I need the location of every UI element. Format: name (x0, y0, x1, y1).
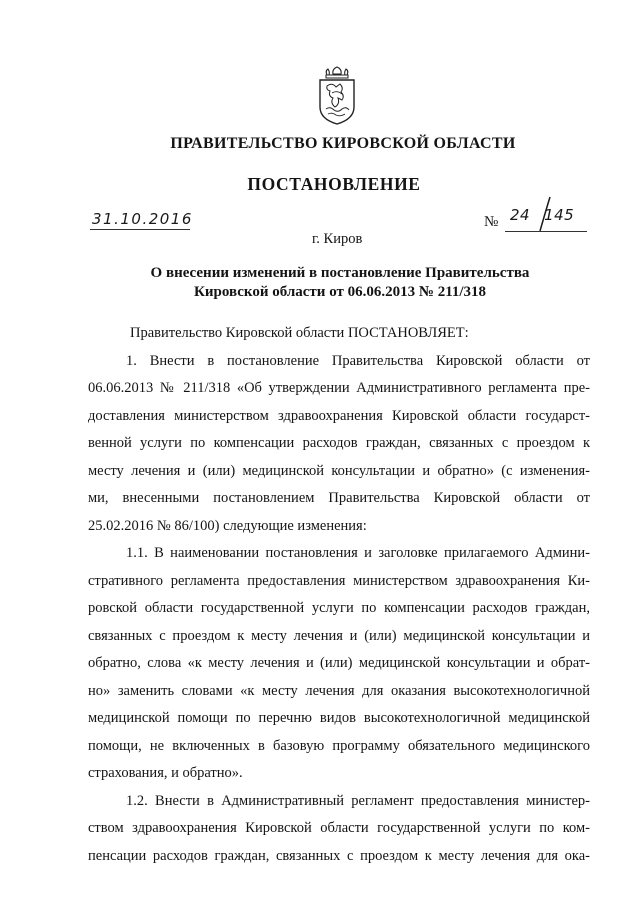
body-line: медицинской помощи по перечню видов высокотехнологичной медицинской (88, 710, 590, 726)
body-line: ством здравоохранения Кировской области государственной услуги по ком- (88, 820, 590, 836)
number-underline (505, 231, 587, 232)
body-line: связанных с проездом к месту лечения и (или) медицинской консультации и (88, 627, 590, 644)
body-line: стративного регламента предоставления министерством здравоохранения Ки- (88, 572, 590, 589)
body-line: ми, внесенными постановлением Правительства Кировской области от (88, 490, 590, 506)
body-line: помощи, не включенных в базовую программу обязательного медицинского (88, 737, 590, 754)
body-line: венной услуги по компенсации расходов граждан, связанных с проездом к (88, 435, 590, 451)
document-type: ПОСТАНОВЛЕНИЕ (247, 174, 421, 194)
body-line: 06.06.2013 № 211/318 «Об утверждении Административного регламента пре- (88, 380, 590, 396)
organization-title: ПРАВИТЕЛЬСТВО КИРОВСКОЙ ОБЛАСТИ (170, 135, 516, 152)
body-line: но» заменить словами «к месту лечения для оказания высокотехнологичной (88, 682, 590, 699)
body-line: доставления министерством здравоохранения Кировской области государст- (88, 407, 590, 424)
city-name: г. Киров (312, 231, 363, 247)
document-subject (120, 264, 560, 302)
document-date: 31.10.2016 (92, 210, 193, 228)
document-number-part2: 145 (544, 206, 575, 224)
number-label: № (484, 214, 499, 230)
body-line: ровской области государственной услуги по компенсации расходов граждан, (88, 600, 590, 616)
subject-line-1: О внесении изменений в постановление Правительства (150, 265, 530, 281)
date-underline (90, 229, 190, 230)
body-line: Правительство Кировской области ПОСТАНОВЛЯЕТ: (130, 325, 469, 341)
body-line: 1.2. Внести в Административный регламент предоставления министер- (126, 792, 590, 809)
body-line: 1.1. В наименовании постановления и заголовке прилагаемого Админи- (126, 545, 590, 561)
body-line: пенсации расходов граждан, связанных с проездом к месту лечения для ока- (88, 847, 590, 864)
body-line: 25.02.2016 № 86/100) следующие изменения: (88, 517, 367, 534)
document-number-part1: 24 (510, 206, 531, 224)
body-line: 1. Внести в постановление Правительства Кировской области от (126, 352, 590, 369)
document-body (88, 320, 590, 870)
number-slash-stroke (538, 196, 552, 232)
coat-of-arms-icon (318, 63, 356, 125)
body-line: страхования, и обратно». (88, 765, 243, 781)
body-line: месту лечения и (или) медицинской консультации и обратно» (с изменения- (88, 462, 590, 479)
subject-line-2: Кировской области от 06.06.2013 № 211/318 (193, 284, 487, 300)
body-line: обратно, слова «к месту лечения и (или) медицинской консультации и обрат- (88, 655, 590, 671)
